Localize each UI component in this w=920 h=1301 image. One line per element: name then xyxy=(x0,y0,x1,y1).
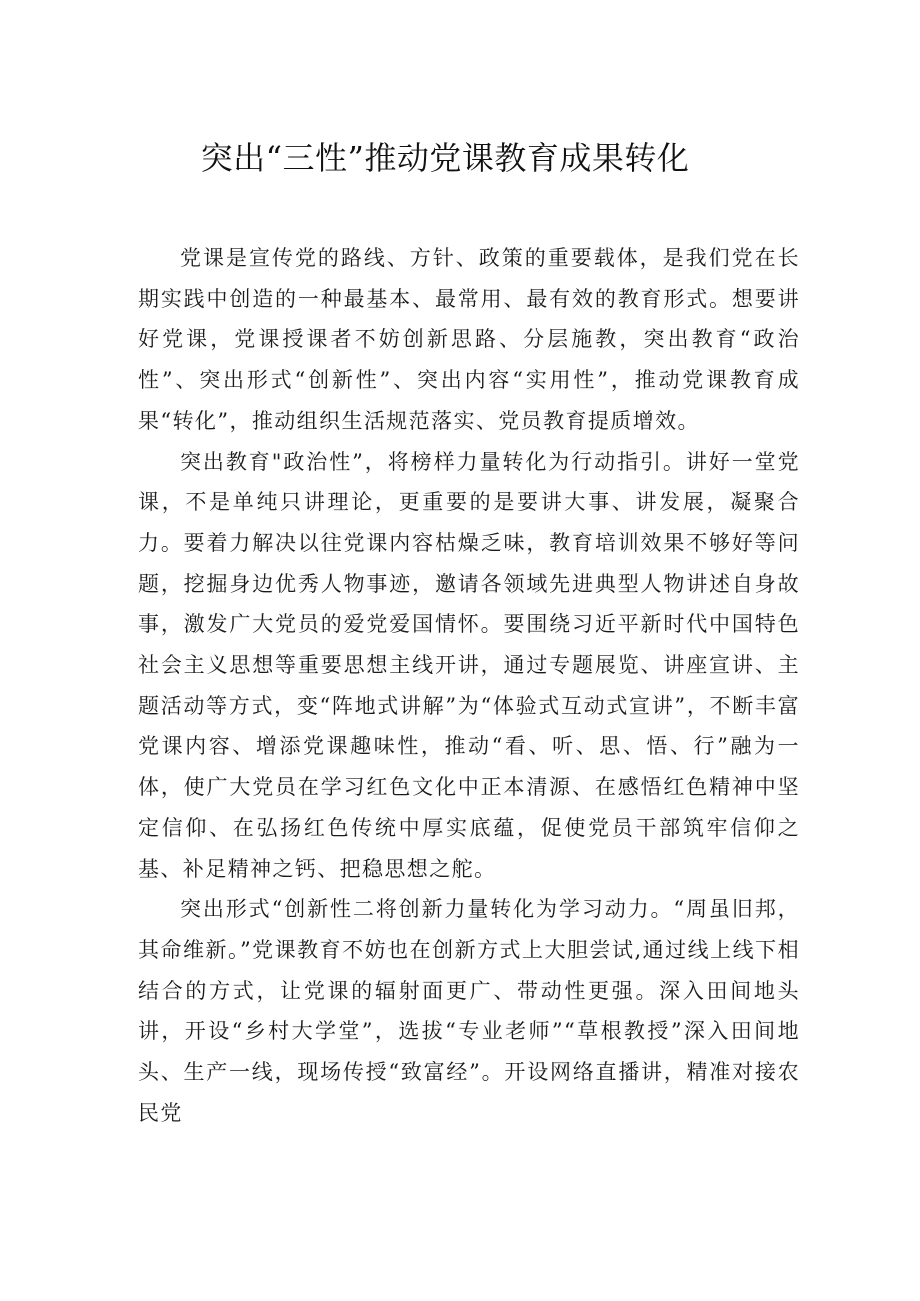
document-title: 突出“三性”推动党课教育成果转化 xyxy=(200,139,690,177)
paragraph-innovation: 突出形式“创新性二将创新力量转化为学习动力。“周虽旧邦，其命维新。”党课教育不妨也在创新方式上大胆尝试,通过线上线下相结合的方式，让党课的辐射面更广、带动性更强。深入田间地头讲，开设“乡村大学堂”，选拔“专业老师”“草根教授”深入田间地头、生产一线，现场传授“致富经”。开设网络直播讲，精准对接农民党 xyxy=(138,897,800,1125)
document-body xyxy=(138,238,800,1133)
paragraph-intro: 党课是宣传党的路线、方针、政策的重要载体，是我们党在长期实践中创造的一种最基本、最常用、最有效的教育形式。想要讲好党课，党课授课者不妨创新思路、分层施教，突出教育“政治性”、突出形式“创新性”、突出内容“实用性”，推动党课教育成果“转化”，推动组织生活规范落实、党员教育提质增效。 xyxy=(138,246,800,433)
paragraph-political: 突出教育"政治性”，将榜样力量转化为行动指引。讲好一堂党课，不是单纯只讲理论，更重要的是要讲大事、讲发展，凝聚合力。要着力解决以往党课内容枯燥乏味，教育培训效果不够好等问题，挖掘身边优秀人物事迹，邀请各领域先进典型人物讲述自身故事，激发广大党员的爱党爱国情怀。要围绕习近平新时代中国特色社会主义思想等重要思想主线开讲，通过专题展览、讲座宣讲、主题活动等方式，变“阵地式讲解”为“体验式互动式宣讲”，不断丰富党课内容、增添党课趣味性，推动“看、听、思、悟、行”融为一体，使广大党员在学习红色文化中正本清源、在感悟红色精神中坚定信仰、在弘扬红色传统中厚实底蕴，促使党员干部筑牢信仰之基、补足精神之钙、把稳思想之舵。 xyxy=(138,449,800,881)
